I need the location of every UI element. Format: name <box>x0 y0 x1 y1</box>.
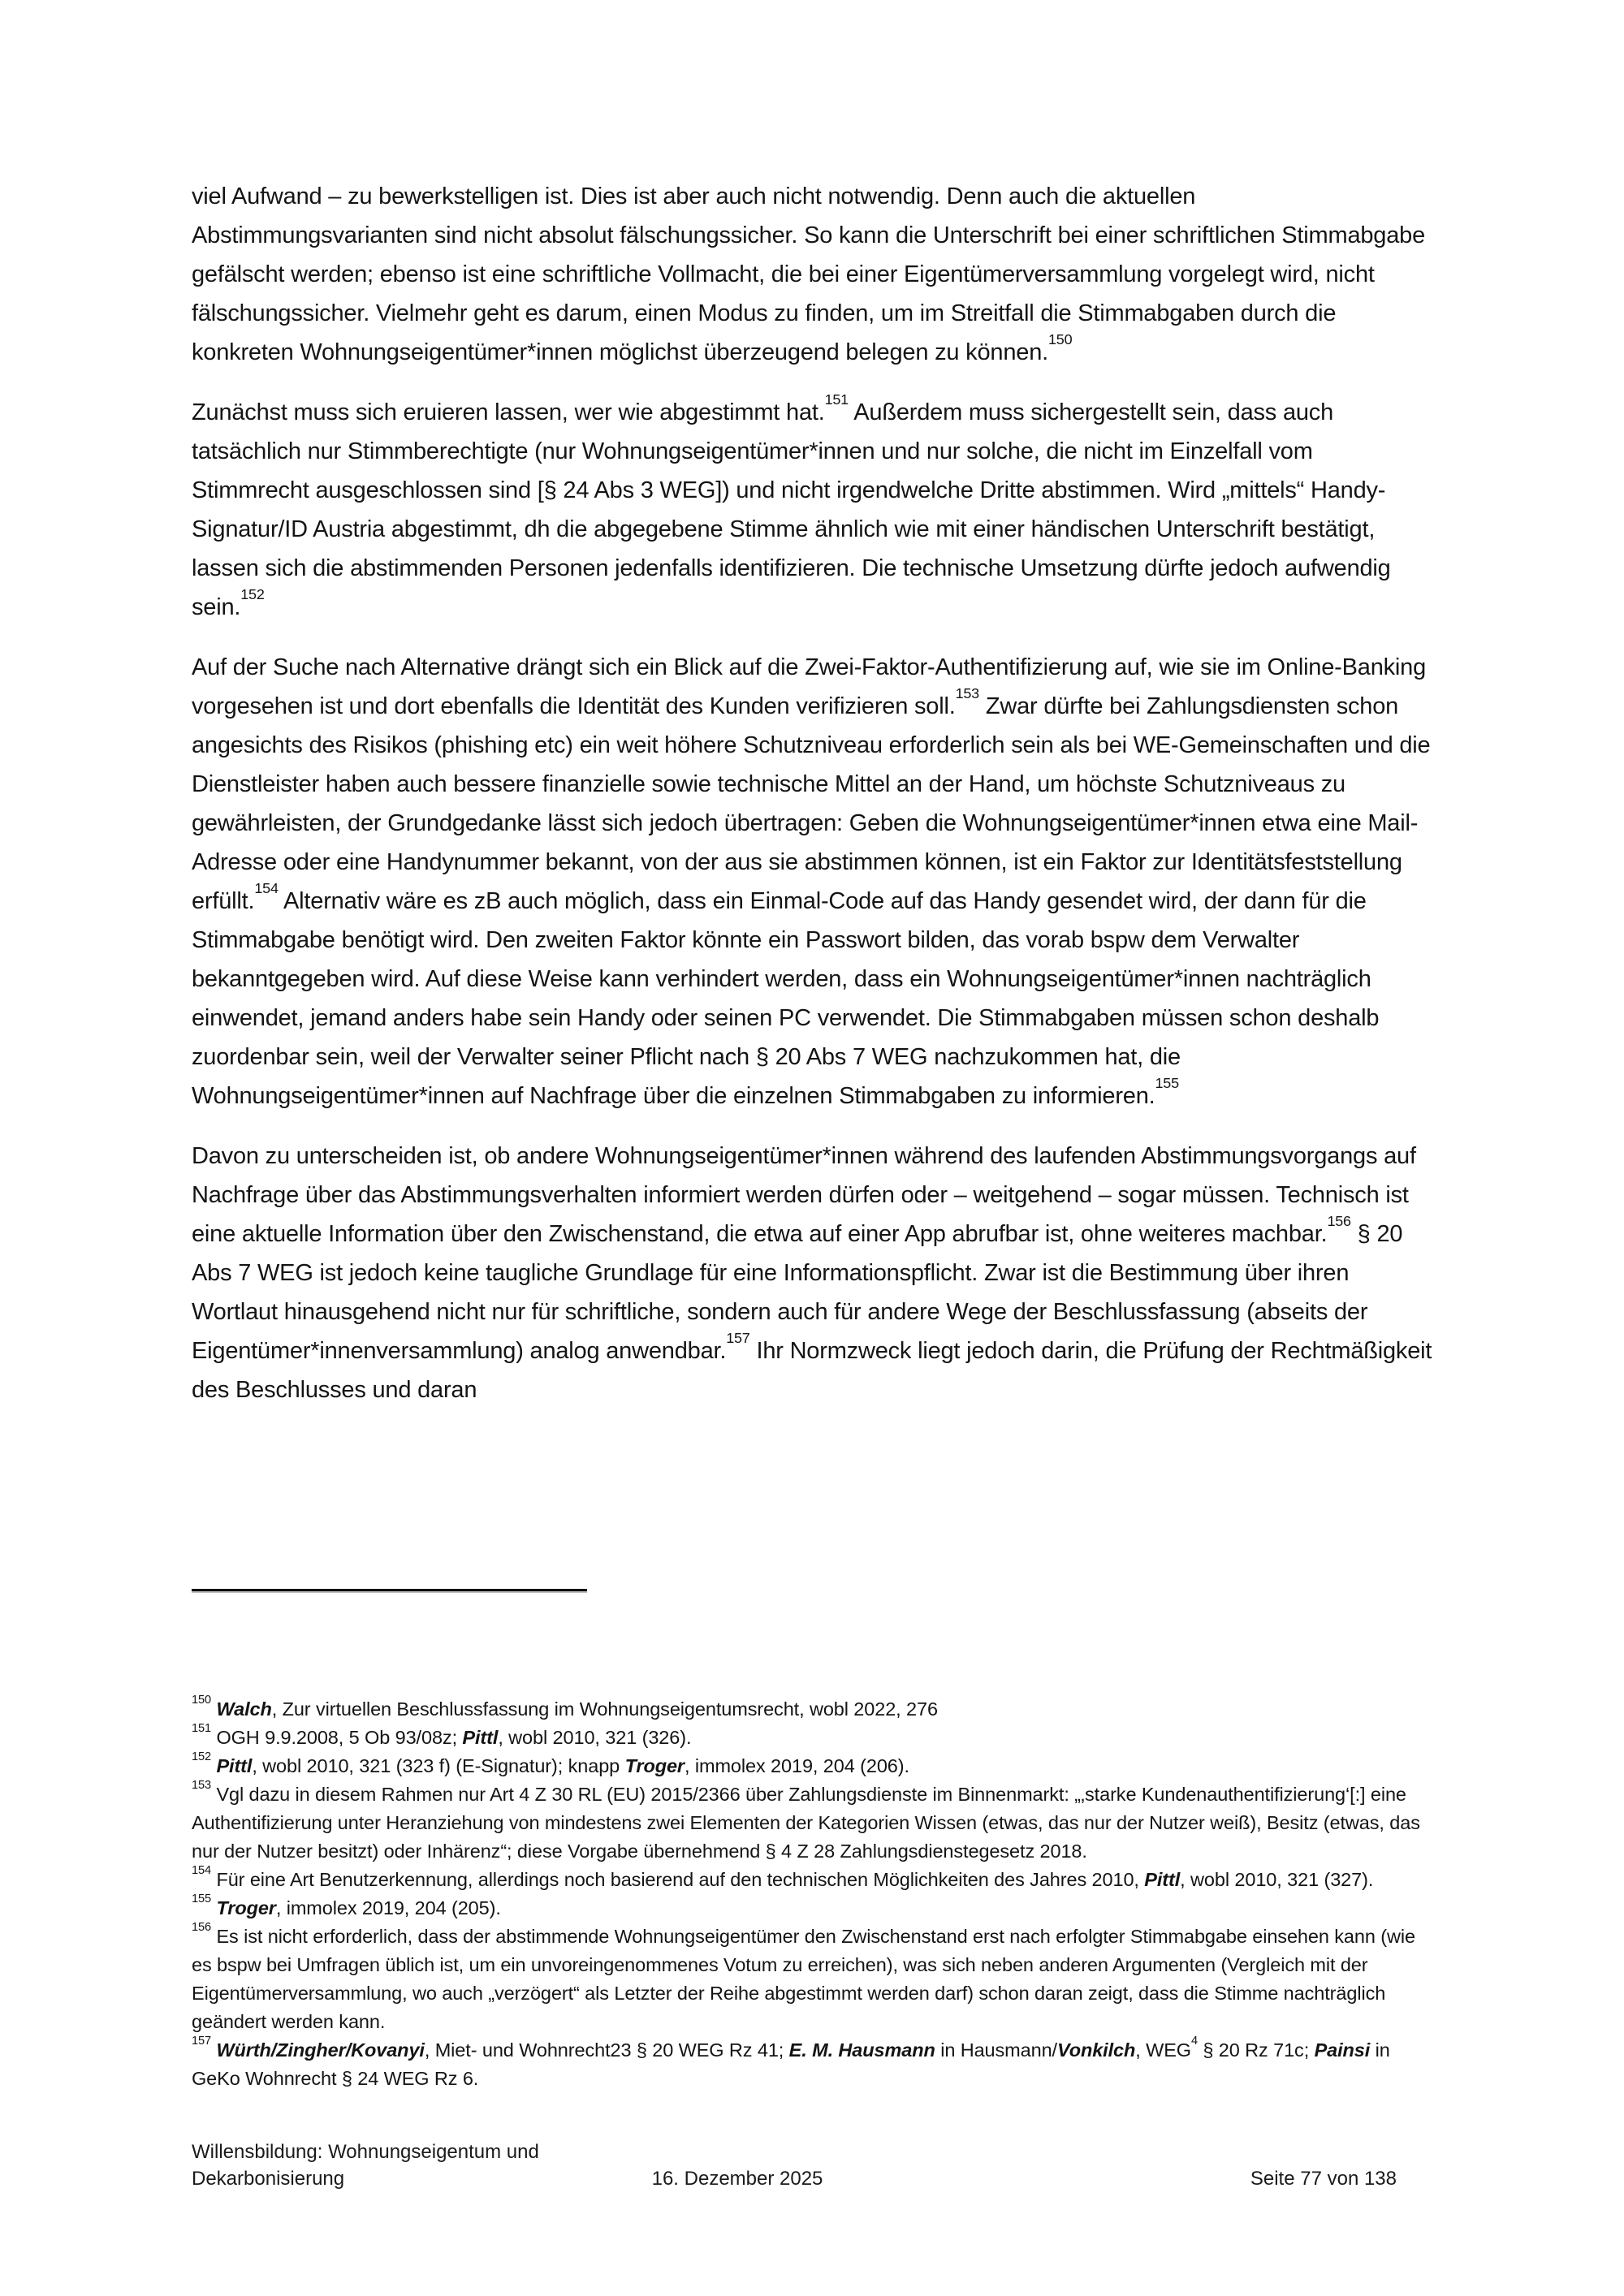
text-run: , wobl 2010, 321 (323 f) (E-Signatur); knapp <box>252 1755 625 1776</box>
text-run: Davon zu unterscheiden ist, ob andere Wohnungseigentümer*innen während des laufenden Abstimmungsvorgangs auf Nachfrage über das Abstimmungsverhalten informiert werden dürfen oder – weitgehend – sogar müssen. Technisch ist eine aktuelle Information über den Zwischenstand, die etwa auf einer App abrufbar ist, ohne weiteres machbar. <box>192 1143 1416 1247</box>
text-run: Für eine Art Benutzerkennung, allerdings noch basierend auf den technischen Möglichkeiten des Jahres 2010, <box>216 1869 1145 1890</box>
text-run: in GeKo Wohnrecht § 24 WEG Rz 6. <box>192 2039 1390 2089</box>
footnote <box>192 1721 1436 1752</box>
footnote-separator <box>192 1589 587 1593</box>
text-run: Ihr Normzweck liegt jedoch darin, die Prüfung der Rechtmäßigkeit des Beschlusses und daran <box>192 1338 1432 1403</box>
text-run: Auf der Suche nach Alternative drängt sich ein Blick auf die Zwei-Faktor-Authentifizierung auf, wie sie im Online-Banking vorgesehen ist und dort ebenfalls die Identität des Kunden verifizieren soll. <box>192 654 1427 719</box>
text-run: § 20 Abs 7 WEG ist jedoch keine taugliche Grundlage für eine Informationspflicht. Zwar ist die Bestimmung über ihren Wortlaut hinausgehend nicht nur für schriftliche, sondern auch für andere Wege der Beschlussfassung (abseits der Eigentümer*innenversammlung) analog anwendbar. <box>192 1221 1403 1364</box>
footer-doc-title-line2: Dekarbonisierung <box>192 2168 345 2190</box>
text-run: , immolex 2019, 204 (206). <box>684 1755 909 1776</box>
footnote-reference: 150 <box>1047 331 1073 348</box>
text-run: § 20 Rz 71c; <box>1197 2039 1315 2061</box>
cited-author: Painsi <box>1314 2039 1371 2061</box>
footnote-marker: 153 <box>192 1778 211 1792</box>
footnotes-section <box>192 1695 1436 2093</box>
text-run: Es ist nicht erforderlich, dass der abstimmende Wohnungseigentümer den Zwischenstand erst nach erfolgter Stimmabgabe einsehen kann (wie es bspw bei Umfragen üblich ist, um ein unvoreingenommenes Votum zu erreichen), was sich neben anderen Argumenten (Vergleich mit der Eigentümerversammlung, wo auch „verzögert“ als Letzter der Reihe abgestimmt werden darf) schon daran zeigt, dass die Stimme nachträglich geändert werden kann. <box>192 1926 1415 2032</box>
cited-author: Troger <box>624 1755 685 1776</box>
cited-author: Walch <box>216 1698 272 1720</box>
footnote-marker: 152 <box>192 1750 211 1763</box>
cited-author: E. M. Hausmann <box>788 2039 935 2061</box>
footnote-marker: 155 <box>192 1892 211 1905</box>
page-footer <box>192 2138 1436 2192</box>
text-run: , wobl 2010, 321 (327). <box>1180 1869 1374 1890</box>
cited-author: Würth/Zingher/Kovanyi <box>216 2039 425 2061</box>
footnote <box>192 1863 1436 1894</box>
footnote <box>192 2036 1436 2093</box>
body-paragraph <box>192 1137 1436 1409</box>
footnote-marker: 154 <box>192 1863 211 1877</box>
footnote <box>192 1780 1436 1866</box>
footnote-marker: 157 <box>192 2034 211 2048</box>
footnote-marker: 156 <box>192 1920 211 1934</box>
text-run: Außerdem muss sichergestellt sein, dass auch tatsächlich nur Stimmberechtigte (nur Wohnungseigentümer*innen und nur solche, die nicht im Einzelfall vom Stimmrecht ausgeschlossen sind [§ 24 Abs 3 WEG]) und nicht irgendwelche Dritte abstimmen. Wird „mittels“ Handy-Signatur/ID Austria abgestimmt, dh die abgegebene Stimme ähnlich wie mit einer händischen Unterschrift bestätigt, lassen sich die abstimmenden Personen jedenfalls identifizieren. Die technische Umsetzung dürfte jedoch aufwendig sein. <box>192 399 1391 620</box>
footnote-reference: 157 <box>726 1330 750 1347</box>
cited-author: Pittl <box>462 1727 499 1748</box>
footer-page-number: Seite 77 von 138 <box>1250 2168 1397 2190</box>
footer-bottom-row <box>192 2165 1436 2192</box>
text-run: Zwar dürfte bei Zahlungsdiensten schon angesichts des Risikos (phishing etc) ein weit höhere Schutzniveau erforderlich sein als bei WE-Gemeinschaften und die Dienstleister haben auch bessere finanzielle sowie technische Mittel an der Hand, um höchste Schutzniveaus zu gewährleisten, der Grundgedanke lässt sich jedoch übertragen: Geben die Wohnungseigentümer*innen etwa eine Mail-Adresse oder eine Handynummer bekannt, von der aus sie abstimmen können, ist ein Faktor zur Identitätsfeststellung erfüllt. <box>192 693 1431 914</box>
body-paragraph <box>192 648 1436 1116</box>
footnote-reference: 151 <box>824 391 849 408</box>
cited-author: Vonkilch <box>1057 2039 1136 2061</box>
footnote-reference: 154 <box>254 880 279 897</box>
footnote-reference: 156 <box>1327 1213 1351 1230</box>
footnote-marker: 150 <box>192 1693 211 1707</box>
text-run: Vgl dazu in diesem Rahmen nur Art 4 Z 30 RL (EU) 2015/2366 über Zahlungsdienste im Binnenmarkt: „‚starke Kundenauthentifizierung‘[:] eine Authentifizierung unter Heranziehung von mindestens zwei Elementen der Kategorien Wissen (etwas, das nur der Nutzer weiß), Besitz (etwas, das nur der Nutzer besitzt) oder Inhärenz“; diese Vorgabe übernehmend § 4 Z 28 Zahlungsdienstegesetz 2018. <box>192 1784 1420 1862</box>
text-run: in Hausmann/ <box>935 2039 1057 2061</box>
text-run: OGH 9.9.2008, 5 Ob 93/08z; <box>216 1727 463 1748</box>
body-paragraph <box>192 177 1436 372</box>
text-run: viel Aufwand – zu bewerkstelligen ist. Dies ist aber auch nicht notwendig. Denn auch die aktuellen Abstimmungsvarianten sind nicht absolut fälschungssicher. So kann die Unterschrift bei einer schriftlichen Stimmabgabe gefälscht werden; ebenso ist eine schriftliche Vollmacht, die bei einer Eigentümerversammlung vorgelegt wird, nicht fälschungssicher. Vielmehr geht es darum, einen Modus zu finden, um im Streitfall die Stimmabgaben durch die konkreten Wohnungseigentümer*innen möglichst überzeugend belegen zu können. <box>192 183 1426 365</box>
text-run: , WEG <box>1135 2039 1191 2061</box>
footer-date: 16. Dezember 2025 <box>651 2168 823 2190</box>
cited-author: Pittl <box>1144 1869 1181 1890</box>
body-paragraph <box>192 393 1436 627</box>
footnote-reference: 153 <box>955 685 979 702</box>
footnote <box>192 1920 1436 2036</box>
footer-doc-title-line1: Willensbildung: Wohnungseigentum und <box>192 2141 539 2163</box>
footnote-marker: 151 <box>192 1721 211 1735</box>
footnote <box>192 1752 1436 1780</box>
footnote-reference: 155 <box>1155 1075 1179 1092</box>
text-run: Zunächst muss sich eruieren lassen, wer wie abgestimmt hat. <box>192 399 825 425</box>
footnote-reference: 4 <box>1190 2034 1198 2048</box>
text-run: , Miet- und Wohnrecht23 § 20 WEG Rz 41; <box>424 2039 789 2061</box>
cited-author: Pittl <box>216 1755 253 1776</box>
text-run: Alternativ wäre es zB auch möglich, dass ein Einmal-Code auf das Handy gesendet wird, der dann für die Stimmabgabe benötigt wird. Den zweiten Faktor könnte ein Passwort bilden, das vorab bspw dem Verwalter bekanntgegeben wird. Auf diese Weise kann verhindert werden, dass ein Wohnungseigentümer*innen nachträglich einwendet, jemand anders habe sein Handy oder seinen PC verwendet. Die Stimmabgaben müssen schon deshalb zuordenbar sein, weil der Verwalter seiner Pflicht nach § 20 Abs 7 WEG nachzukommen hat, die Wohnungseigentümer*innen auf Nachfrage über die einzelnen Stimmabgaben zu informieren. <box>192 888 1380 1109</box>
text-run: , wobl 2010, 321 (326). <box>498 1727 692 1748</box>
body-text <box>192 177 1436 1431</box>
footnote <box>192 1695 1436 1724</box>
cited-author: Troger <box>216 1897 276 1918</box>
text-run: , Zur virtuellen Beschlussfassung im Wohnungseigentumsrecht, wobl 2022, 276 <box>271 1698 938 1720</box>
text-run: , immolex 2019, 204 (205). <box>275 1897 501 1918</box>
footnote-reference: 152 <box>240 586 265 603</box>
footnote <box>192 1894 1436 1923</box>
